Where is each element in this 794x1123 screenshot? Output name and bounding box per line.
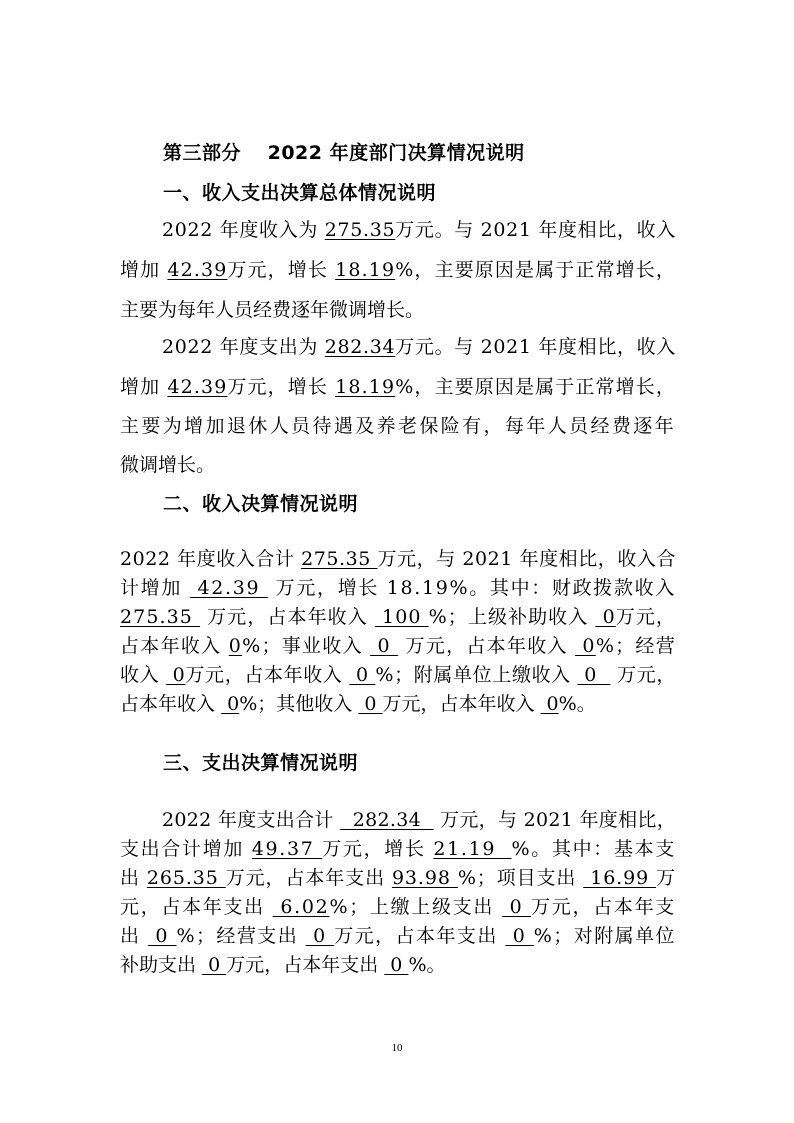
text-segment: 万元，与 2021 年度相比，收入合 (377, 548, 676, 570)
text-segment: %，主要原因是属于正常增长， (395, 259, 676, 281)
section2-heading: 二、收入决算情况说明 (163, 493, 359, 515)
underlined-value: 0 (358, 693, 383, 715)
text-line (162, 215, 676, 242)
underlined-value: 0 (228, 635, 243, 657)
underlined-value: 275.35 (324, 219, 396, 241)
underlined-value: 42.39 (189, 577, 268, 599)
text-segment: 增加 (120, 376, 168, 398)
text-segment: 万元，占本年支出 (225, 867, 392, 889)
text-segment: 万元，占本年支 (531, 896, 676, 918)
text-segment: 万元，占本年收入 (185, 664, 350, 686)
text-segment: %。 (408, 954, 446, 976)
text-segment: 万元。与 2021 年度相比，收入 (395, 336, 677, 358)
underlined-value: 0 (540, 693, 559, 715)
underlined-value: 0 (370, 635, 399, 657)
text-segment: 占本年收入 (120, 635, 229, 657)
text-line (162, 805, 676, 832)
text-segment: %。其中：基本支 (511, 838, 676, 860)
text-segment: %；附属单位上缴收入 (375, 664, 578, 686)
text-segment: 出 (120, 867, 147, 889)
underlined-value: 0 (577, 664, 611, 686)
text-line (120, 921, 676, 948)
text-line (120, 450, 215, 477)
text-line (120, 631, 676, 658)
text-line (120, 411, 676, 438)
section1-heading: 一、收入支出决算总体情况说明 (163, 182, 437, 204)
text-line (120, 863, 676, 890)
underlined-value: 0 (202, 954, 227, 976)
underlined-value: 0 (305, 925, 335, 947)
underlined-value: 0 (147, 925, 177, 947)
text-segment: %；上缴上级支出 (329, 896, 502, 918)
text-segment: 占本年收入 (120, 693, 222, 715)
underlined-value: 275.35 (120, 606, 201, 628)
underlined-value: 49.37 (251, 838, 323, 860)
text-line (120, 689, 596, 716)
underlined-value: 42.39 (167, 259, 228, 281)
text-segment: %；对附属单位 (533, 925, 676, 947)
underlined-value: 16.99 (583, 867, 657, 889)
part-title: 第三部分 2022 年度部门决算情况说明 (163, 142, 525, 164)
underlined-value: 18.19 (335, 259, 396, 281)
text-segment: 万元。与 2021 年度相比，收入 (395, 219, 677, 241)
text-segment: 增加 (120, 259, 168, 281)
text-segment: 万元，占本年收入 (200, 606, 375, 628)
text-segment: 万元， (610, 664, 676, 686)
text-segment: 出 (120, 925, 148, 947)
text-segment: 主要为增加退休人员待遇及养老保险有，每年人员经费逐年 (120, 415, 676, 437)
underlined-value: 0 (349, 664, 376, 686)
text-line (120, 834, 676, 861)
underlined-value: 282.34 (340, 809, 434, 831)
underlined-value: 100 (374, 606, 429, 628)
text-segment: 2022 年度收入合计 (120, 548, 302, 570)
text-segment: 支出合计增加 (120, 838, 252, 860)
text-line (120, 573, 676, 600)
text-segment: %。 (558, 693, 596, 715)
underlined-value: 42.39 (167, 376, 228, 398)
text-line (120, 544, 676, 571)
text-segment: 计增加 (120, 577, 190, 599)
underlined-value: 275.35 (301, 548, 378, 570)
text-segment: 万元，占本年支出 (226, 954, 385, 976)
text-segment: 万元， (615, 606, 676, 628)
underlined-value: 93.98 (391, 867, 458, 889)
underlined-value: 0 (165, 664, 186, 686)
text-segment: 收入 (120, 664, 166, 686)
text-segment: 万 (656, 867, 676, 889)
text-line (120, 602, 676, 629)
text-segment: %；项目支出 (457, 867, 584, 889)
text-line (120, 372, 676, 399)
text-line (120, 950, 446, 977)
text-segment: 万元，增长 18.19%。其中：财政拨款收入 (267, 577, 676, 599)
text-segment: 万元，增长 (227, 259, 336, 281)
text-segment: 微调增长。 (120, 454, 216, 476)
text-segment: 2022 年度支出合计 (162, 809, 341, 831)
underlined-value: 6.02 (272, 896, 330, 918)
underlined-value: 282.34 (324, 336, 396, 358)
text-segment: 万元，占本年收入 (398, 635, 576, 657)
text-segment: %，主要原因是属于正常增长， (395, 376, 676, 398)
text-line (120, 295, 424, 322)
text-segment: 万元，增长 (322, 838, 434, 860)
text-segment: 万元，占本年支出 (334, 925, 506, 947)
text-line (120, 660, 676, 687)
text-segment: %；事业收入 (242, 635, 371, 657)
underlined-value: 18.19 (335, 376, 396, 398)
underlined-value: 0 (575, 635, 596, 657)
underlined-value: 0 (384, 954, 409, 976)
page-number: 10 (391, 1042, 403, 1054)
text-segment: 万元，占本年收入 (382, 693, 541, 715)
text-segment: 万元，与 2021 年度相比， (433, 809, 676, 831)
text-segment: 补助支出 (120, 954, 203, 976)
underlined-value: 0 (595, 606, 616, 628)
text-line (120, 255, 676, 282)
underlined-value: 21.19 (433, 838, 512, 860)
text-segment: 2022 年度收入为 (162, 219, 325, 241)
text-segment: 万元，增长 (227, 376, 336, 398)
text-segment: %；其他收入 (239, 693, 359, 715)
text-line (162, 332, 676, 359)
underlined-value: 0 (505, 925, 534, 947)
text-segment: %；经营支出 (176, 925, 306, 947)
text-segment: %；经营 (595, 635, 676, 657)
text-segment: %；上级补助收入 (428, 606, 596, 628)
underlined-value: 265.35 (146, 867, 226, 889)
underlined-value: 0 (221, 693, 240, 715)
text-segment: 元，占本年支出 (120, 896, 273, 918)
text-segment: 2022 年度支出为 (162, 336, 325, 358)
text-line (120, 892, 676, 919)
underlined-value: 0 (501, 896, 532, 918)
section3-heading: 三、支出决算情况说明 (163, 752, 359, 774)
text-segment: 主要为每年人员经费逐年微调增长。 (120, 299, 425, 321)
